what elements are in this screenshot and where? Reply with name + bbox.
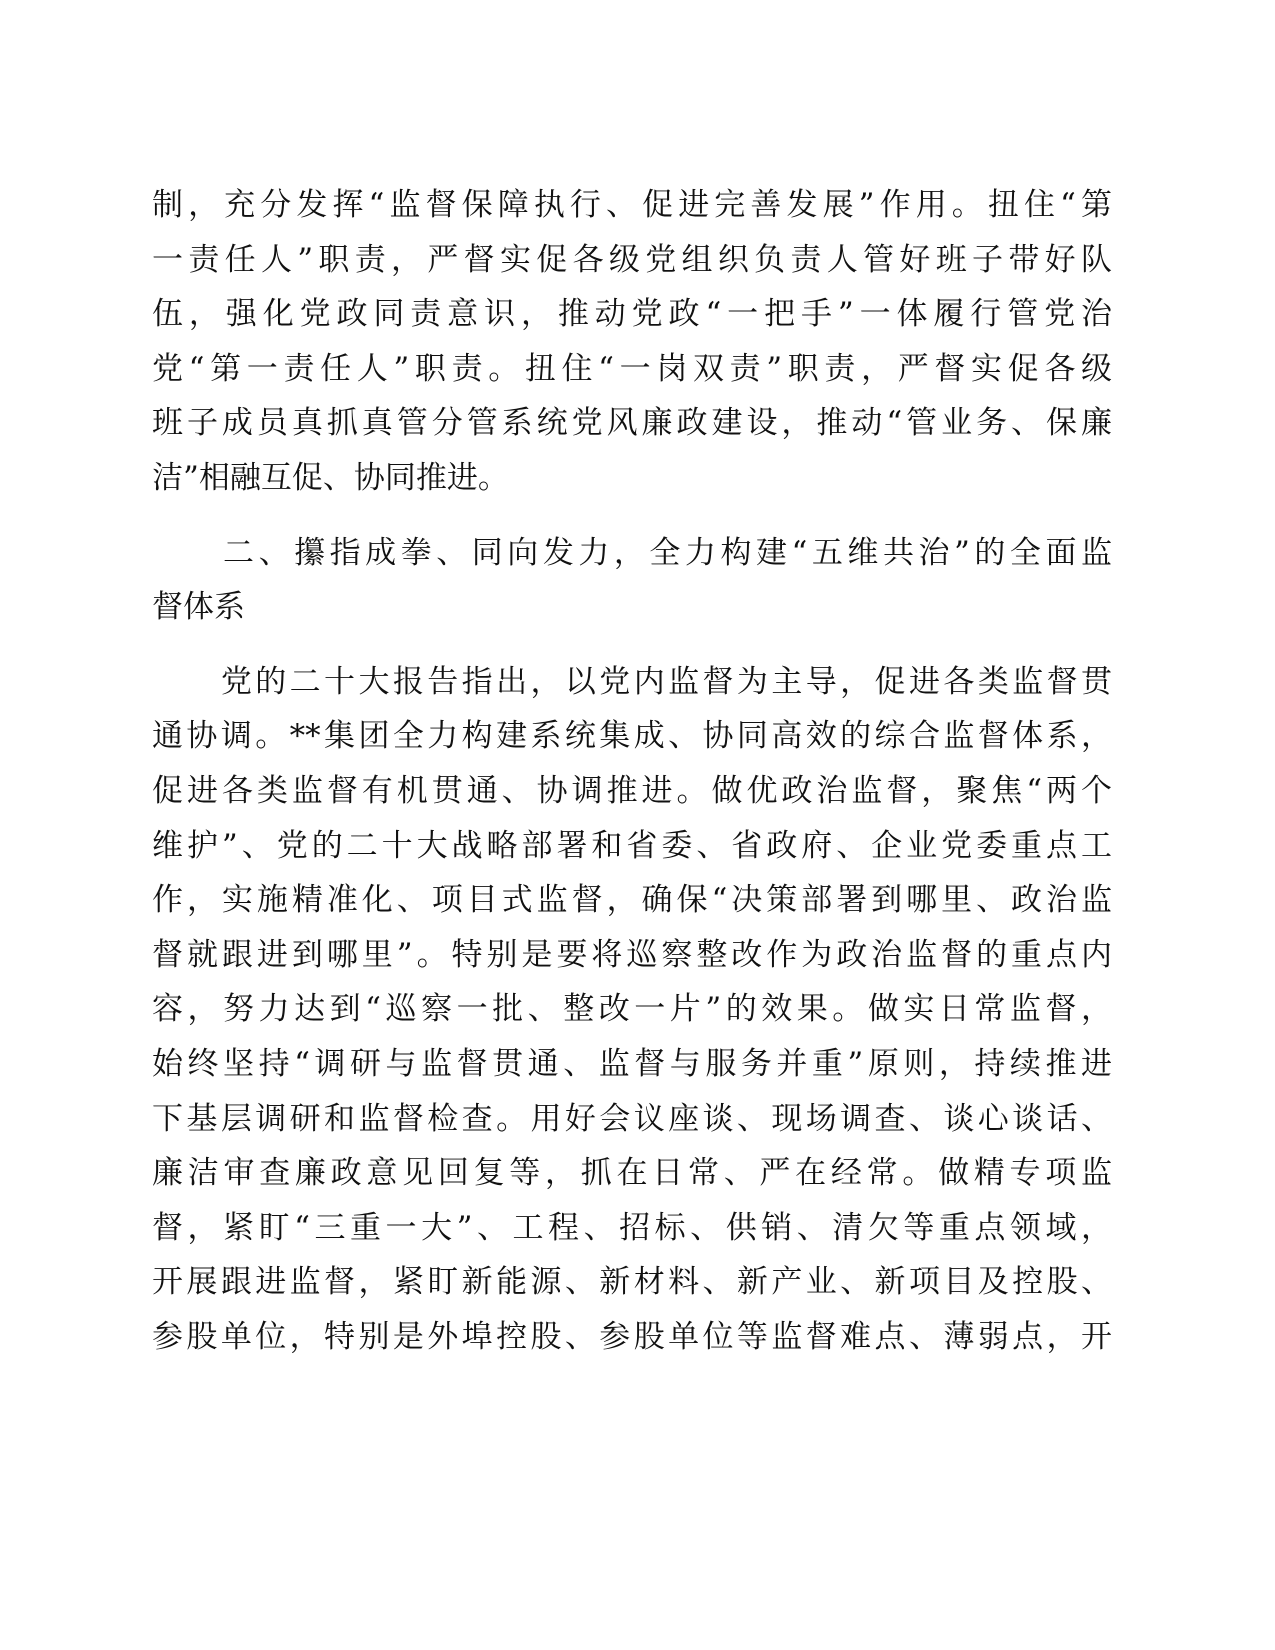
- paragraph-1: [152, 178, 1112, 506]
- text-line: 通协调。**集团全力构建系统集成、协同高效的综合监督体系，: [152, 718, 1112, 755]
- text-line: 洁”相融互促、协同推进。: [152, 459, 509, 496]
- paragraph-gap: [152, 635, 1112, 655]
- text-line: 督就跟进到哪里”。特别是要将巡察整改作为政治监督的重点内: [152, 936, 1112, 973]
- text-line: 容，努力达到“巡察一批、整改一片”的效果。做实日常监督，: [152, 991, 1112, 1028]
- text-line: 制，充分发挥“监督保障执行、促进完善发展”作用。扭住“第: [152, 187, 1112, 223]
- text-line: 党“第一责任人”职责。扭住“一岗双责”职责，严督实促各级: [152, 350, 1112, 387]
- paragraph-3: [152, 655, 1112, 1365]
- text-line: 下基层调研和监督检查。用好会议座谈、现场调查、谈心谈话、: [152, 1100, 1112, 1137]
- text-line: 伍，强化党政同责意识，推动党政“一把手”一体履行管党治: [152, 296, 1112, 333]
- text-line: 廉洁审查廉政意见回复等，抓在日常、严在经常。做精专项监: [152, 1155, 1112, 1192]
- text-line: 一责任人”职责，严督实促各级党组织负责人管好班子带好队: [152, 241, 1112, 278]
- text-line: 作，实施精准化、项目式监督，确保“决策部署到哪里、政治监: [152, 882, 1112, 919]
- text-line: 开展跟进监督，紧盯新能源、新材料、新产业、新项目及控股、: [152, 1264, 1112, 1301]
- text-line: 班子成员真抓真管分管系统党风廉政建设，推动“管业务、保廉: [152, 405, 1112, 442]
- heading-line: 二、攥指成拳、同向发力，全力构建“五维共治”的全面监: [152, 534, 1112, 571]
- paragraph-gap: [152, 506, 1112, 526]
- text-line: 督，紧盯“三重一大”、工程、招标、供销、清欠等重点领域，: [152, 1209, 1112, 1246]
- text-line: 促进各类监督有机贯通、协调推进。做优政治监督，聚焦“两个: [152, 772, 1112, 809]
- text-line: 党的二十大报告指出，以党内监督为主导，促进各类监督贯: [152, 663, 1112, 700]
- section-heading: [152, 526, 1112, 635]
- text-line: 参股单位，特别是外埠控股、参股单位等监督难点、薄弱点，开: [152, 1318, 1112, 1355]
- text-line: 始终坚持“调研与监督贯通、监督与服务并重”原则，持续推进: [152, 1045, 1112, 1082]
- text-line: 维护”、党的二十大战略部署和省委、省政府、企业党委重点工: [152, 827, 1112, 864]
- heading-line: 督体系: [152, 589, 245, 626]
- document-body: [152, 178, 1112, 1364]
